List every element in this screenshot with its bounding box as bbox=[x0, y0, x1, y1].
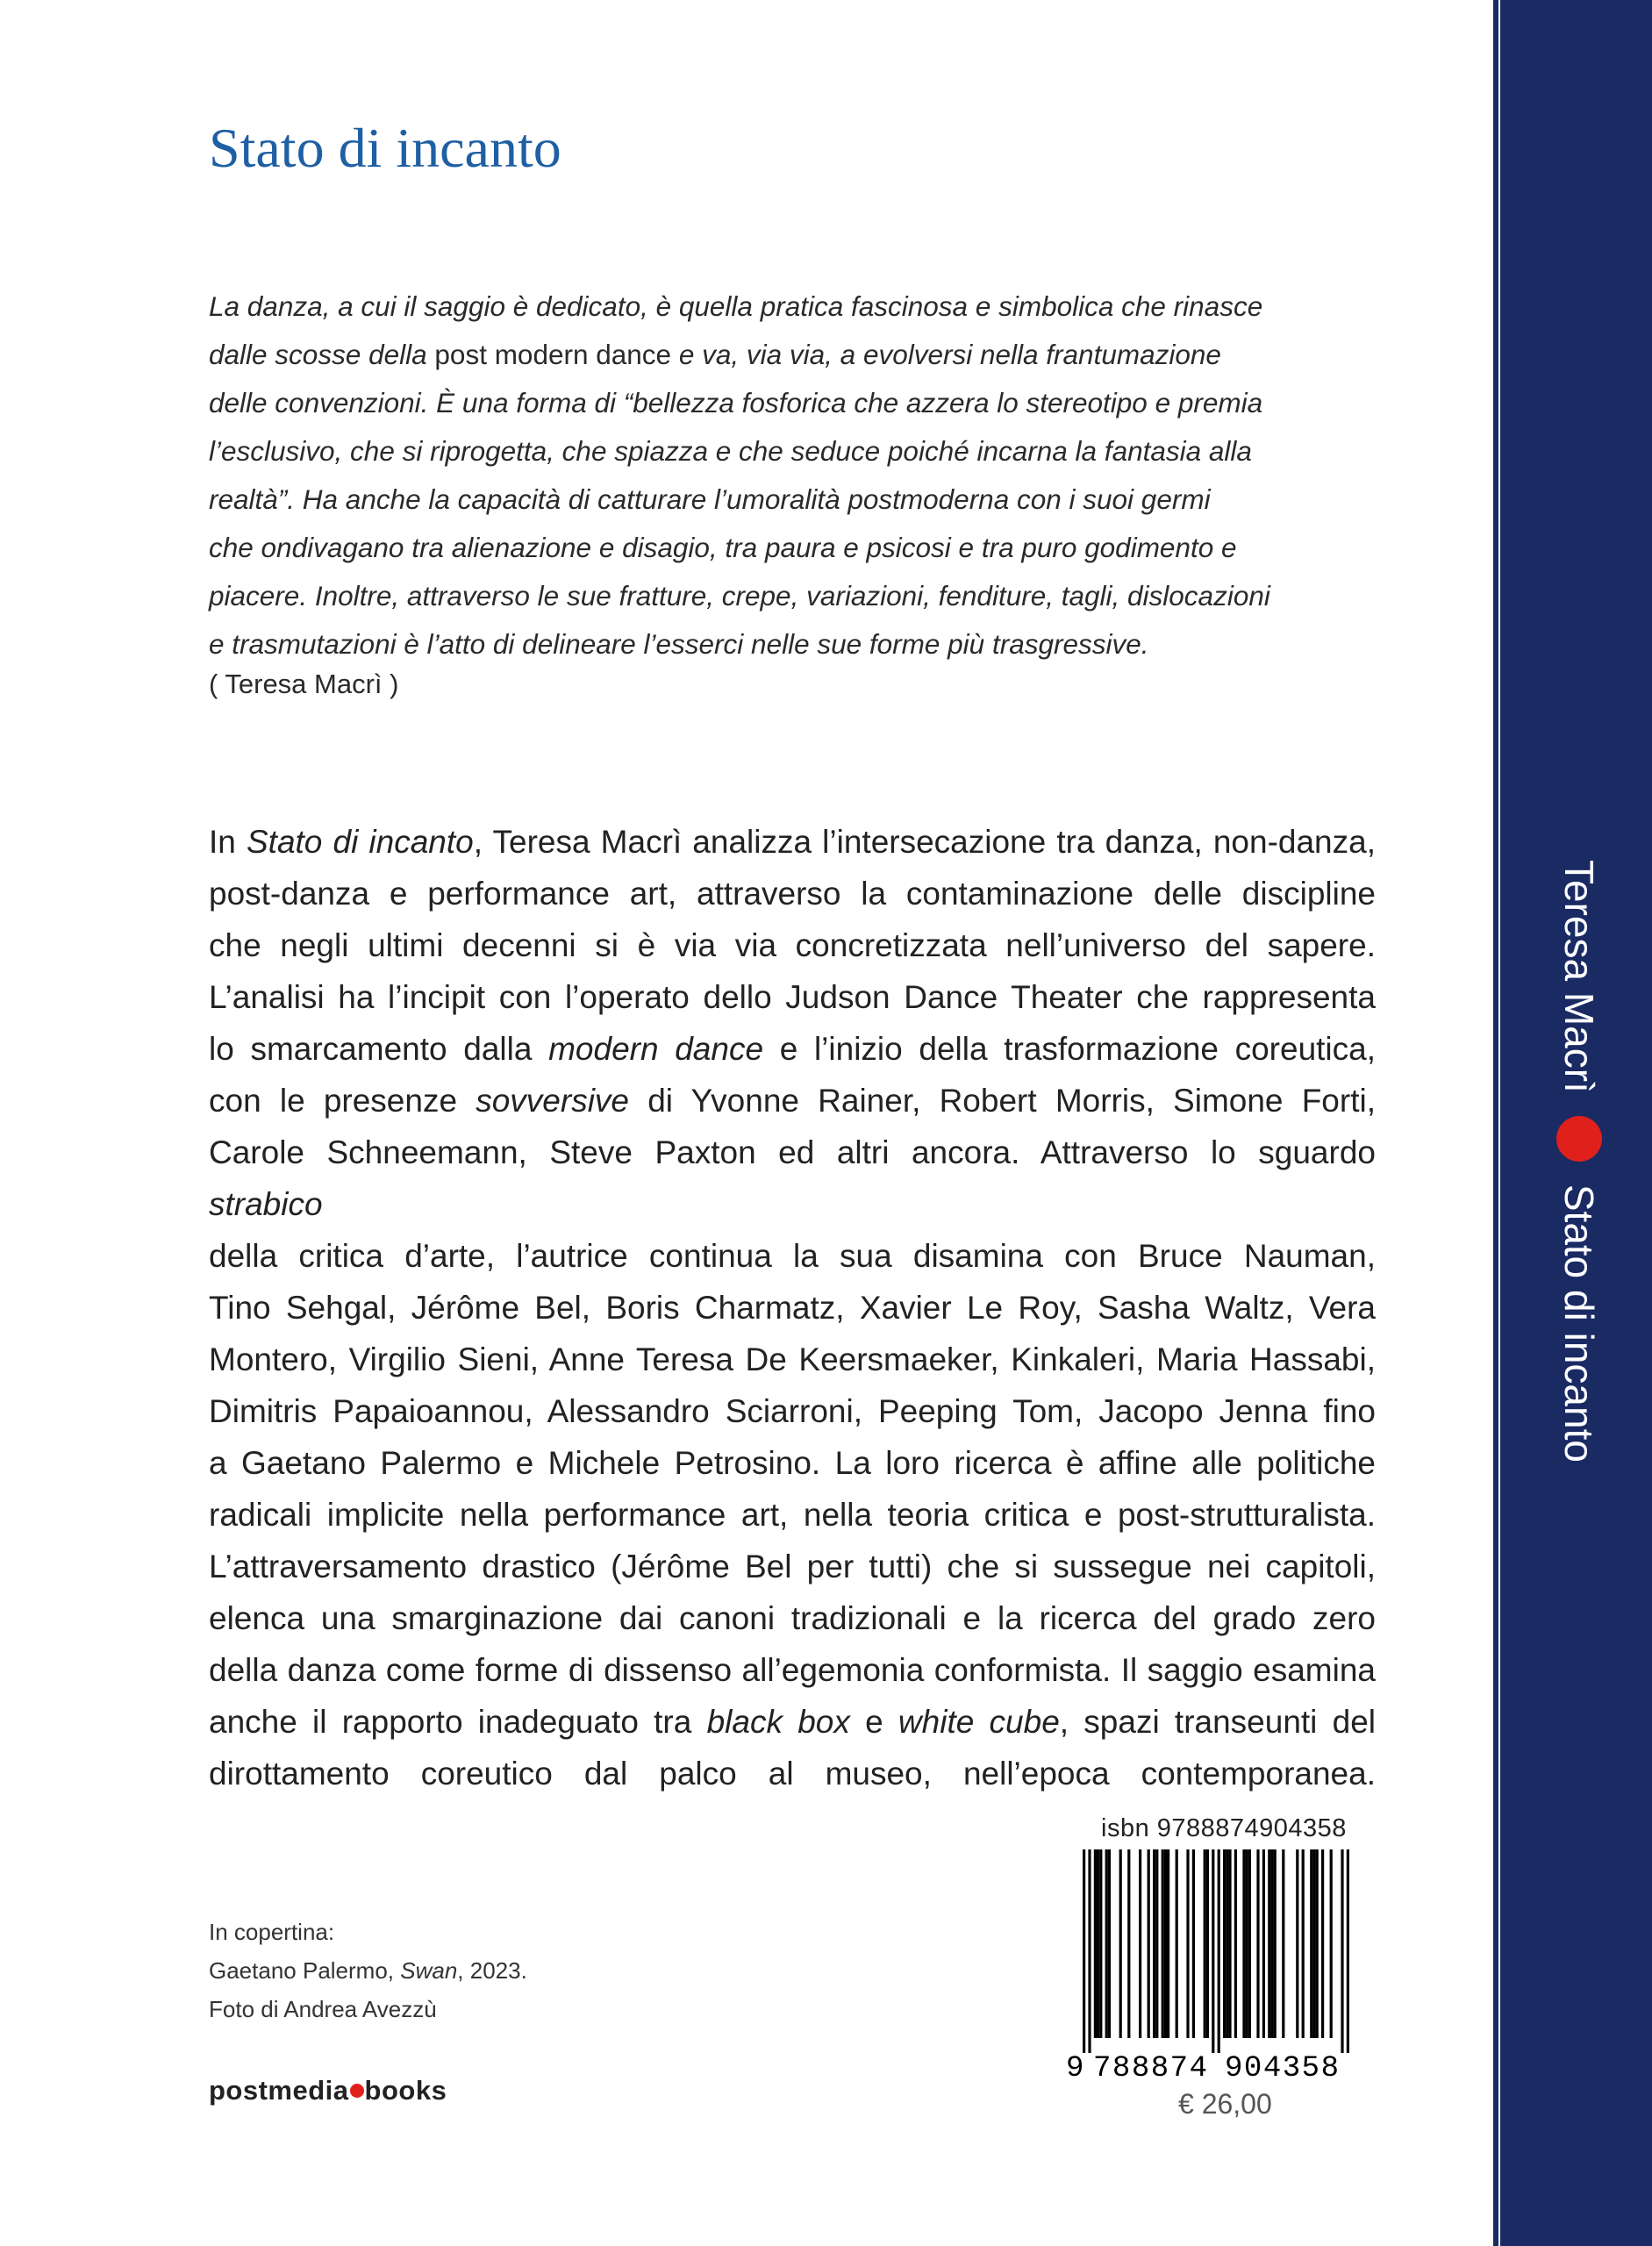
barcode-bar bbox=[1105, 1849, 1108, 2038]
description-line: a Gaetano Palermo e Michele Petrosino. La loro ricerca è affine alle politiche bbox=[209, 1445, 1376, 1481]
barcode-bar bbox=[1148, 1849, 1150, 2038]
quote-line: e trasmutazioni è l’atto di delineare l’esserci nelle sue forme più trasgressive. bbox=[209, 628, 1149, 660]
barcode-bar bbox=[1167, 1849, 1169, 2038]
barcode-digit-first: 9 bbox=[1066, 2052, 1084, 2079]
barcode-bar bbox=[1108, 1849, 1111, 2038]
barcode-bar bbox=[1155, 1849, 1158, 2038]
barcode-bar bbox=[1312, 1849, 1315, 2038]
barcode-bar bbox=[1097, 1849, 1099, 2038]
price: € 26,00 bbox=[1178, 2088, 1272, 2120]
barcode-bar bbox=[1127, 1849, 1130, 2038]
barcode-bar bbox=[1099, 1849, 1102, 2038]
barcode-bar bbox=[1088, 1849, 1091, 2053]
barcode-bar bbox=[1330, 1849, 1333, 2038]
publisher-logo: postmedia books bbox=[209, 2075, 447, 2106]
barcode-bar bbox=[1282, 1849, 1284, 2038]
barcode-bar bbox=[1226, 1849, 1228, 2038]
spine-red-dot-icon bbox=[1556, 1116, 1602, 1162]
quote-line: La danza, a cui il saggio è dedicato, è quella pratica fascinosa e simbolica che rinasce bbox=[209, 290, 1263, 322]
description-line: della critica d’arte, l’autrice continua la sua disamina con Bruce Nauman, bbox=[209, 1238, 1376, 1274]
description-line: Dimitris Papaioannou, Alessandro Sciarroni, Peeping Tom, Jacopo Jenna fino bbox=[209, 1393, 1376, 1429]
spine-border bbox=[1493, 0, 1498, 2246]
description-line: Carole Schneemann, Steve Paxton ed altri ancora. Attraverso lo sguardo strabico bbox=[209, 1134, 1376, 1222]
description-line: radicali implicite nella performance art, nella teoria critica e post-strutturalista. bbox=[209, 1497, 1376, 1533]
quote-line: piacere. Inoltre, attraverso le sue fratture, crepe, variazioni, fenditure, tagli, dislocazioni bbox=[209, 580, 1270, 612]
barcode-bar bbox=[1206, 1849, 1209, 2038]
barcode-bar bbox=[1302, 1849, 1305, 2038]
barcode-bar bbox=[1274, 1849, 1277, 2038]
description-line: della danza come forme di dissenso all’egemonia conformista. Il saggio esamina bbox=[209, 1652, 1376, 1688]
quote-line: realtà”. Ha anche la capacità di catturare l’umoralità postmoderna con i suoi germi bbox=[209, 483, 1211, 515]
barcode-bar bbox=[1246, 1849, 1248, 2038]
barcode bbox=[1063, 1849, 1362, 2079]
credits-work: Gaetano Palermo, Swan, 2023. bbox=[209, 1957, 527, 1984]
barcode-bar bbox=[1270, 1849, 1273, 2038]
description-line: post-danza e performance art, attraverso la contaminazione delle discipline bbox=[209, 876, 1376, 912]
barcode-bar bbox=[1119, 1849, 1122, 2038]
barcode-bar bbox=[1094, 1849, 1097, 2038]
spine-label bbox=[1553, 860, 1606, 1491]
barcode-digits-right: 904358 bbox=[1225, 2052, 1339, 2079]
barcode-bar bbox=[1212, 1849, 1214, 2053]
description-line: Tino Sehgal, Jérôme Bel, Boris Charmatz, Xavier Le Roy, Sasha Waltz, Vera bbox=[209, 1290, 1376, 1326]
barcode-bar bbox=[1204, 1849, 1206, 2038]
barcode-bar bbox=[1341, 1849, 1343, 2053]
quote-author: ( Teresa Macrì ) bbox=[209, 669, 399, 699]
description-line: con le presenze sovversive di Yvonne Rainer, Robert Morris, Simone Forti, bbox=[209, 1083, 1376, 1119]
spine-title: Stato di incanto bbox=[1556, 1184, 1602, 1463]
description-line: lo smarcamento dalla modern dance e l’inizio della trasformazione coreutica, bbox=[209, 1031, 1377, 1067]
book-title: Stato di incanto bbox=[209, 117, 561, 179]
barcode-bar bbox=[1186, 1849, 1189, 2038]
quote-line: che ondivagano tra alienazione e disagio, tra paura e psicosi e tra puro godimento e bbox=[209, 532, 1237, 563]
barcode-bar bbox=[1234, 1849, 1237, 2038]
barcode-bar bbox=[1310, 1849, 1312, 2038]
spine-author: Teresa Macrì bbox=[1556, 860, 1602, 1093]
description-line: In Stato di incanto, Teresa Macrì analizza l’intersecazione tra danza, non-danza, bbox=[209, 824, 1376, 860]
barcode-bar bbox=[1164, 1849, 1167, 2038]
barcode-bar bbox=[1242, 1849, 1245, 2038]
description-line: anche il rapporto inadeguato tra black box e white cube, spazi transeunti del bbox=[209, 1704, 1377, 1740]
barcode-bar bbox=[1223, 1849, 1226, 2038]
barcode-digits-left: 788874 bbox=[1093, 2052, 1207, 2079]
description-line: L’attraversamento drastico (Jérôme Bel per tutti) che si sussegue nei capitoli, bbox=[209, 1549, 1376, 1584]
description-line: dirottamento coreutico dal palco al museo, nell’epoca contemporanea. bbox=[209, 1756, 1376, 1792]
quote-line: l’esclusivo, che si riprogetta, che spiazza e che seduce poiché incarna la fantasia alla bbox=[209, 435, 1252, 467]
barcode-bar bbox=[1083, 1849, 1085, 2053]
quote-block bbox=[209, 283, 1341, 669]
barcode-bar bbox=[1262, 1849, 1265, 2038]
barcode-bar bbox=[1153, 1849, 1155, 2038]
description-line: elenca una smarginazione dai canoni tradizionali e la ricerca del grado zero bbox=[209, 1600, 1376, 1636]
barcode-bar bbox=[1268, 1849, 1270, 2038]
barcode-bar bbox=[1321, 1849, 1324, 2038]
barcode-bar bbox=[1228, 1849, 1231, 2038]
cover-credits bbox=[209, 1913, 527, 2028]
barcode-bar bbox=[1316, 1849, 1319, 2038]
description-line: L’analisi ha l’incipit con l’operato dello Judson Dance Theater che rappresenta bbox=[209, 979, 1376, 1015]
barcode-bar bbox=[1296, 1849, 1298, 2038]
barcode-bar bbox=[1176, 1849, 1178, 2038]
barcode-bar bbox=[1256, 1849, 1259, 2038]
description-line: Montero, Virgilio Sieni, Anne Teresa De Keersmaeker, Kinkaleri, Maria Hassabi, bbox=[209, 1341, 1376, 1377]
description-line: che negli ultimi decenni si è via via concretizzata nell’universo del sapere. bbox=[209, 927, 1376, 963]
credits-heading: In copertina: bbox=[209, 1919, 335, 1945]
barcode-bar bbox=[1192, 1849, 1195, 2038]
quote-line: delle convenzioni. È una forma di “bellezza fosforica che azzera lo stereotipo e premia bbox=[209, 387, 1263, 418]
book-description bbox=[209, 816, 1376, 1799]
barcode-bar bbox=[1347, 1849, 1349, 2053]
barcode-bar bbox=[1162, 1849, 1164, 2038]
quote-line: dalle scosse della post modern dance e va, via via, a evolversi nella frantumazione bbox=[209, 339, 1221, 370]
credits-photo: Foto di Andrea Avezzù bbox=[209, 1996, 437, 2022]
barcode-bar bbox=[1218, 1849, 1220, 2053]
barcode-bar bbox=[1139, 1849, 1141, 2038]
barcode-bar bbox=[1248, 1849, 1251, 2038]
publisher-dot-icon bbox=[350, 2084, 364, 2098]
isbn-label: isbn 9788874904358 bbox=[1101, 1814, 1347, 1842]
